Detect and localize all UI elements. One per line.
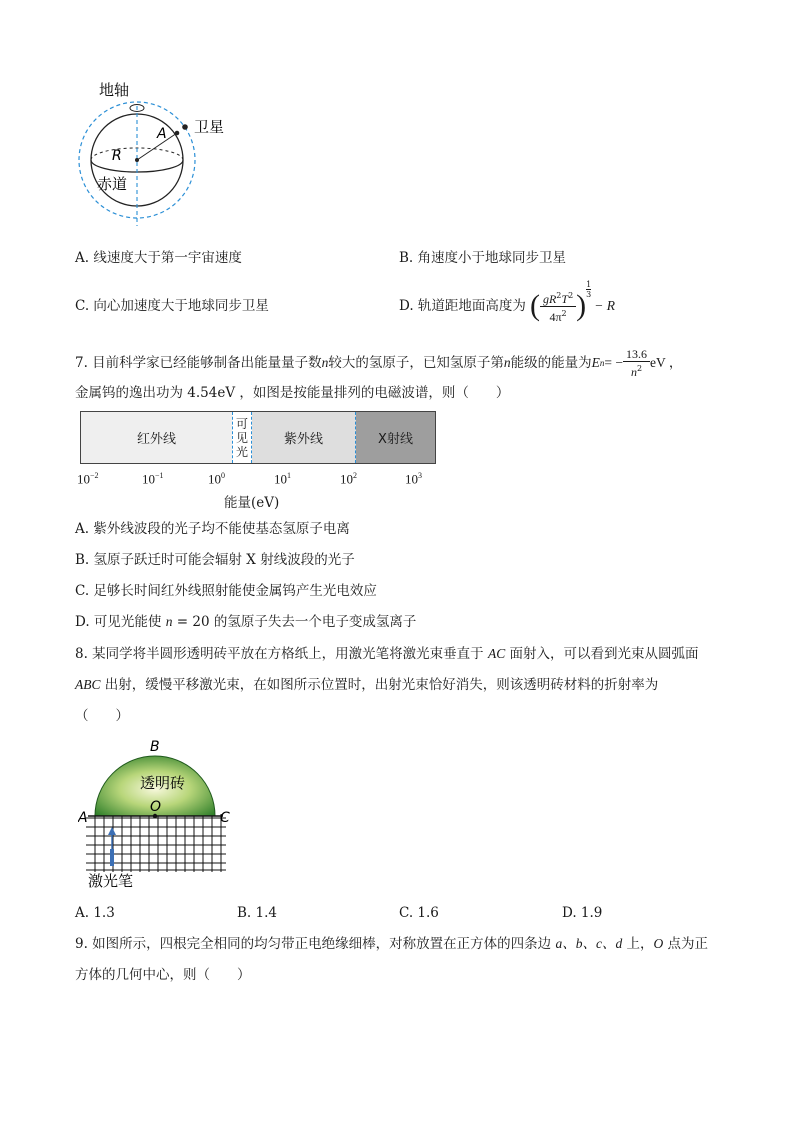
point-a-label: A	[157, 126, 167, 142]
label-c: C	[220, 810, 230, 826]
label-a: A	[78, 810, 88, 826]
tick-label-4: $10^1$	[274, 471, 291, 487]
ultraviolet-band: 紫外线	[252, 412, 356, 463]
formula-left-paren: (	[529, 289, 540, 322]
em-spectrum-bar	[80, 411, 436, 464]
brick-label: 透明砖	[140, 774, 186, 792]
laser-beam-arrow	[108, 827, 116, 835]
grid-paper	[86, 814, 226, 872]
q7-stem-line1: 7. 目前科学家已经能够制备出能量量子数 n 较大的氢原子，已知氢原子第 n 能级的能量为 E n = − $\frac{13.6}{n^2}$ eV ，	[75, 347, 683, 379]
formula-right-paren: )	[576, 289, 587, 322]
center-dot	[135, 158, 139, 162]
q7-option-b: B. 氢原子跃迁时可能会辐射 X 射线波段的光子	[75, 552, 355, 568]
q8-option-a: A. 1.3	[75, 905, 115, 921]
label-b: B	[150, 739, 160, 755]
q9-stem-line1: 9. 如图所示，四根完全相同的均匀带正电绝缘细棒，对称放置在正方体的四条边 a、b、c、d 上，O 点为正	[75, 936, 709, 952]
formula-tail: − R	[594, 298, 615, 313]
q6-option-a: A. 线速度大于第一宇宙速度	[75, 250, 242, 266]
formula-fraction: $\frac{gR^2T^2}{4\pi^2}$	[540, 289, 576, 324]
axis-label: 地轴	[99, 81, 130, 99]
visible-band: 可 见 光	[232, 412, 252, 463]
q7-option-d: D. 可见光能使 n = 20 的氢原子失去一个电子变成氢离子	[75, 614, 417, 630]
spectrum-axis-label: 能量(eV)	[224, 495, 280, 511]
tick-label-1: $10^{-2}$	[77, 471, 99, 487]
q9-stem-line2: 方体的几何中心，则（ ）	[75, 967, 251, 983]
earth-satellite-figure	[75, 78, 245, 238]
laser-pen	[110, 849, 114, 866]
q8-option-b: B. 1.4	[237, 905, 277, 921]
satellite-dot	[182, 124, 188, 130]
q7-option-a: A. 紫外线波段的光子均不能使基态氢原子电离	[75, 521, 350, 537]
q8-option-d: D. 1.9	[562, 905, 603, 921]
satellite-label: 卫星	[194, 118, 225, 136]
point-a-dot	[175, 131, 180, 136]
tick-label-5: $10^2$	[340, 471, 357, 487]
q7-option-c: C. 足够长时间红外线照射能使金属钨产生光电效应	[75, 583, 377, 599]
glass-brick-figure	[78, 738, 238, 893]
q8-option-c: C. 1.6	[399, 905, 439, 921]
q8-stem-line2: ABC 出射，缓慢平移激光束，在如图所示位置时，出射光束恰好消失，则该透明砖材料的折射率为	[75, 677, 659, 693]
q8-answer-paren: （ ）	[75, 708, 129, 724]
xray-band: X射线	[356, 412, 435, 463]
laser-label: 激光笔	[88, 872, 134, 890]
energy-symbol: E	[591, 355, 600, 370]
q8-stem-line1: 8. 某同学将半圆形透明砖平放在方格纸上，用激光笔将激光束垂直于 AC 面射入，可以看到光束从圆弧面	[75, 646, 699, 662]
tick-label-3: $10^0$	[208, 471, 225, 487]
equator-label: 赤道	[97, 175, 128, 193]
q6-option-d-text: D. 轨道距地面高度为	[399, 298, 526, 314]
tick-label-2: $10^{-1}$	[142, 471, 164, 487]
q6-option-b: B. 角速度小于地球同步卫星	[399, 250, 567, 266]
label-o: O	[150, 799, 162, 815]
infrared-band: 红外线	[81, 412, 232, 463]
q6-option-d	[399, 282, 615, 330]
q7-stem-line2: 金属钨的逸出功为 4.54eV ，如图是按能量排列的电磁波谱，则（ ）	[75, 385, 510, 401]
q6-option-c: C. 向心加速度大于地球同步卫星	[75, 298, 269, 314]
tick-label-6: $10^3$	[405, 471, 422, 487]
energy-fraction: $\frac{13.6}{n^2}$	[623, 347, 650, 379]
formula-outer-exponent: 1 3	[586, 280, 592, 299]
radius-label: R	[112, 148, 122, 164]
